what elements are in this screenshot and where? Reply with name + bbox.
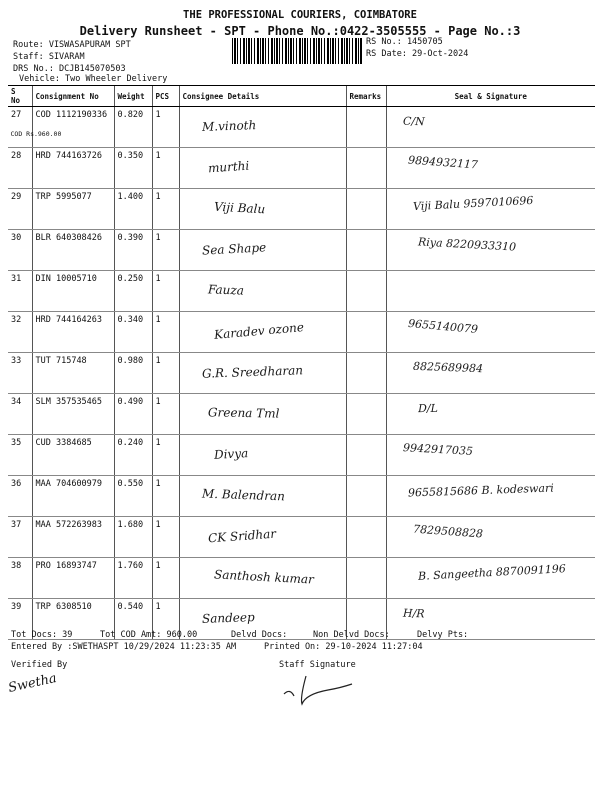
consignee-handwritten-name: Karadev ozone <box>213 320 304 342</box>
row-weight: 0.240 <box>114 435 152 476</box>
receiver-signature: 9655140079 <box>407 316 478 337</box>
row-weight: 0.980 <box>114 353 152 394</box>
verified-signature: Swetha <box>6 671 59 696</box>
col-pcs: PCS <box>152 86 179 107</box>
table-row <box>8 599 595 640</box>
entered-by: Entered By :SWETHASPT 10/29/2024 11:23:35 AM <box>11 642 237 652</box>
row-sno: 34 <box>8 394 32 435</box>
col-sno: S No <box>8 86 32 107</box>
row-sno: 36 <box>8 476 32 517</box>
non-delvd-docs: Non Delvd Docs: <box>313 630 390 640</box>
row-pcs: 1 <box>152 230 179 271</box>
tot-cod-amt: Tot COD Amt: 960.00 <box>100 630 198 640</box>
row-consignee <box>179 230 346 271</box>
consignment-number: TUT 715748 <box>35 356 87 366</box>
row-sno: 27 <box>8 107 32 148</box>
col-remarks: Remarks <box>346 86 386 107</box>
receiver-signature: 9894932117 <box>407 153 478 172</box>
row-pcs: 1 <box>152 271 179 312</box>
row-weight: 0.390 <box>114 230 152 271</box>
rs-no-text: RS No.: 1450705 <box>366 37 443 47</box>
company-title: THE PROFESSIONAL COURIERS, COIMBATORE <box>183 9 417 21</box>
row-seal-signature <box>386 312 595 353</box>
row-consignment <box>32 517 114 558</box>
row-sno: 32 <box>8 312 32 353</box>
consignee-handwritten-name: Sandeep <box>201 610 255 626</box>
consignment-number: COD 1112190336 <box>35 110 108 120</box>
receiver-signature: H/R <box>402 606 425 621</box>
row-consignment <box>32 189 114 230</box>
row-pcs: 1 <box>152 312 179 353</box>
row-pcs: 1 <box>152 558 179 599</box>
consignment-number: MAA 704600979 <box>35 479 103 489</box>
consignee-handwritten-name: murthi <box>207 158 250 176</box>
row-consignment <box>32 312 114 353</box>
consignee-handwritten-name: Divya <box>213 446 249 462</box>
table-row <box>8 558 595 599</box>
row-remarks <box>346 230 386 271</box>
tot-docs: Tot Docs: 39 <box>11 630 73 640</box>
row-seal-signature <box>386 517 595 558</box>
row-seal-signature <box>386 189 595 230</box>
row-sno: 31 <box>8 271 32 312</box>
consignee-handwritten-name: Viji Balu <box>213 199 266 217</box>
row-seal-signature <box>386 148 595 189</box>
consignment-number: BLR 640308426 <box>35 233 103 243</box>
row-consignee <box>179 148 346 189</box>
consignee-handwritten-name: M. Balendran <box>201 486 285 504</box>
receiver-signature: Viji Balu 9597010696 <box>412 193 534 214</box>
row-consignment <box>32 435 114 476</box>
delvy-pts: Delvy Pts: <box>417 630 469 640</box>
consignment-number: TRP 5995077 <box>35 192 92 202</box>
consignment-number: HRD 744164263 <box>35 315 103 325</box>
col-weight: Weight <box>114 86 152 107</box>
route-text: Route: VISWASAPURAM SPT <box>13 40 131 50</box>
consignee-handwritten-name: M.vinoth <box>201 118 256 134</box>
receiver-signature: 8825689984 <box>412 359 483 376</box>
receiver-signature: 7829508828 <box>412 522 483 541</box>
row-seal-signature <box>386 353 595 394</box>
row-weight: 1.680 <box>114 517 152 558</box>
row-sno: 30 <box>8 230 32 271</box>
row-sno: 39 <box>8 599 32 640</box>
row-weight: 0.250 <box>114 271 152 312</box>
drs-text: DRS No.: DCJB145070503 <box>13 64 126 74</box>
row-remarks <box>346 271 386 312</box>
row-pcs: 1 <box>152 394 179 435</box>
row-consignee <box>179 189 346 230</box>
row-consignee <box>179 517 346 558</box>
receiver-signature: 9942917035 <box>402 441 473 458</box>
row-consignment <box>32 476 114 517</box>
row-consignment <box>32 148 114 189</box>
consignment-number: MAA 572263983 <box>35 520 103 530</box>
receiver-signature: Riya 8220933310 <box>417 235 516 254</box>
receiver-signature: B. Sangeetha 8870091196 <box>417 562 566 583</box>
consignment-number: CUD 3384685 <box>35 438 92 448</box>
receiver-signature: C/N <box>402 114 425 129</box>
col-consignee: Consignee Details <box>179 86 346 107</box>
row-seal-signature <box>386 107 595 148</box>
consignment-number: SLM 357535465 <box>35 397 103 407</box>
row-weight: 0.490 <box>114 394 152 435</box>
table-row <box>8 312 595 353</box>
consignee-handwritten-name: Sea Shape <box>201 240 267 258</box>
delvd-docs: Delvd Docs: <box>231 630 288 640</box>
table-row <box>8 107 595 148</box>
row-consignment <box>32 558 114 599</box>
row-remarks <box>346 558 386 599</box>
col-seal-signature: Seal & Signature <box>386 86 595 107</box>
row-consignment <box>32 230 114 271</box>
row-consignee <box>179 394 346 435</box>
cod-amount: COD Rs.960.00 <box>10 130 62 138</box>
table-row <box>8 230 595 271</box>
row-pcs: 1 <box>152 107 179 148</box>
table-row <box>8 271 595 312</box>
consignee-handwritten-name: Greena Tml <box>207 405 280 421</box>
row-seal-signature <box>386 230 595 271</box>
row-pcs: 1 <box>152 189 179 230</box>
rs-date-text: RS Date: 29-Oct-2024 <box>366 49 469 59</box>
receiver-signature: 9655815686 B. kodeswari <box>407 481 554 500</box>
row-sno: 37 <box>8 517 32 558</box>
row-consignee <box>179 435 346 476</box>
row-pcs: 1 <box>152 517 179 558</box>
printed-on: Printed On: 29-10-2024 11:27:04 <box>264 642 423 652</box>
table-row <box>8 189 595 230</box>
row-consignment <box>32 394 114 435</box>
row-consignee <box>179 107 346 148</box>
receiver-signature: D/L <box>417 401 438 416</box>
row-weight: 0.540 <box>114 599 152 640</box>
table-row <box>8 476 595 517</box>
row-consignee <box>179 312 346 353</box>
row-pcs: 1 <box>152 476 179 517</box>
row-weight: 0.820 <box>114 107 152 148</box>
col-consignment: Consignment No <box>32 86 114 107</box>
row-remarks <box>346 312 386 353</box>
row-seal-signature <box>386 394 595 435</box>
row-consignee <box>179 353 346 394</box>
row-sno: 35 <box>8 435 32 476</box>
row-sno: 33 <box>8 353 32 394</box>
row-sno: 29 <box>8 189 32 230</box>
row-remarks <box>346 189 386 230</box>
row-seal-signature <box>386 435 595 476</box>
row-consignee <box>179 271 346 312</box>
consignee-handwritten-name: Santhosh kumar <box>213 567 314 587</box>
table-row <box>8 148 595 189</box>
vehicle-text: Vehicle: Two Wheeler Delivery <box>19 74 168 84</box>
consignee-handwritten-name: CK Sridhar <box>207 526 276 546</box>
table-row <box>8 517 595 558</box>
row-remarks <box>346 517 386 558</box>
row-remarks <box>346 148 386 189</box>
consignee-handwritten-name: G.R. Sreedharan <box>201 363 303 381</box>
row-seal-signature <box>386 476 595 517</box>
row-consignment <box>32 353 114 394</box>
row-remarks <box>346 435 386 476</box>
barcode-image <box>232 38 362 64</box>
row-remarks <box>346 394 386 435</box>
row-weight: 0.340 <box>114 312 152 353</box>
row-pcs: 1 <box>152 435 179 476</box>
row-seal-signature <box>386 558 595 599</box>
row-weight: 1.760 <box>114 558 152 599</box>
consignment-number: TRP 6308510 <box>35 602 92 612</box>
staff-text: Staff: SIVARAM <box>13 52 85 62</box>
verified-by-label: Verified By <box>11 660 68 670</box>
consignment-number: HRD 744163726 <box>35 151 103 161</box>
staff-signature-mark <box>276 672 356 708</box>
row-remarks <box>346 476 386 517</box>
runsheet-table <box>8 85 595 640</box>
row-sno: 28 <box>8 148 32 189</box>
table-row <box>8 394 595 435</box>
row-pcs: 1 <box>152 148 179 189</box>
row-remarks <box>346 353 386 394</box>
row-consignee <box>179 476 346 517</box>
row-weight: 1.400 <box>114 189 152 230</box>
table-row <box>8 435 595 476</box>
row-sno: 38 <box>8 558 32 599</box>
row-consignee <box>179 558 346 599</box>
consignment-number: PRO 16893747 <box>35 561 97 571</box>
table-row <box>8 353 595 394</box>
row-pcs: 1 <box>152 599 179 640</box>
table-header-row <box>8 86 595 107</box>
row-pcs: 1 <box>152 353 179 394</box>
row-weight: 0.550 <box>114 476 152 517</box>
consignment-number: DIN 10005710 <box>35 274 97 284</box>
consignee-handwritten-name: Fauza <box>207 282 244 298</box>
runsheet-title: Delivery Runsheet - SPT - Phone No.:0422-3505555 - Page No.:3 <box>79 24 521 38</box>
row-remarks <box>346 107 386 148</box>
staff-signature-label: Staff Signature <box>279 660 356 670</box>
row-weight: 0.350 <box>114 148 152 189</box>
row-seal-signature <box>386 271 595 312</box>
row-consignment <box>32 271 114 312</box>
